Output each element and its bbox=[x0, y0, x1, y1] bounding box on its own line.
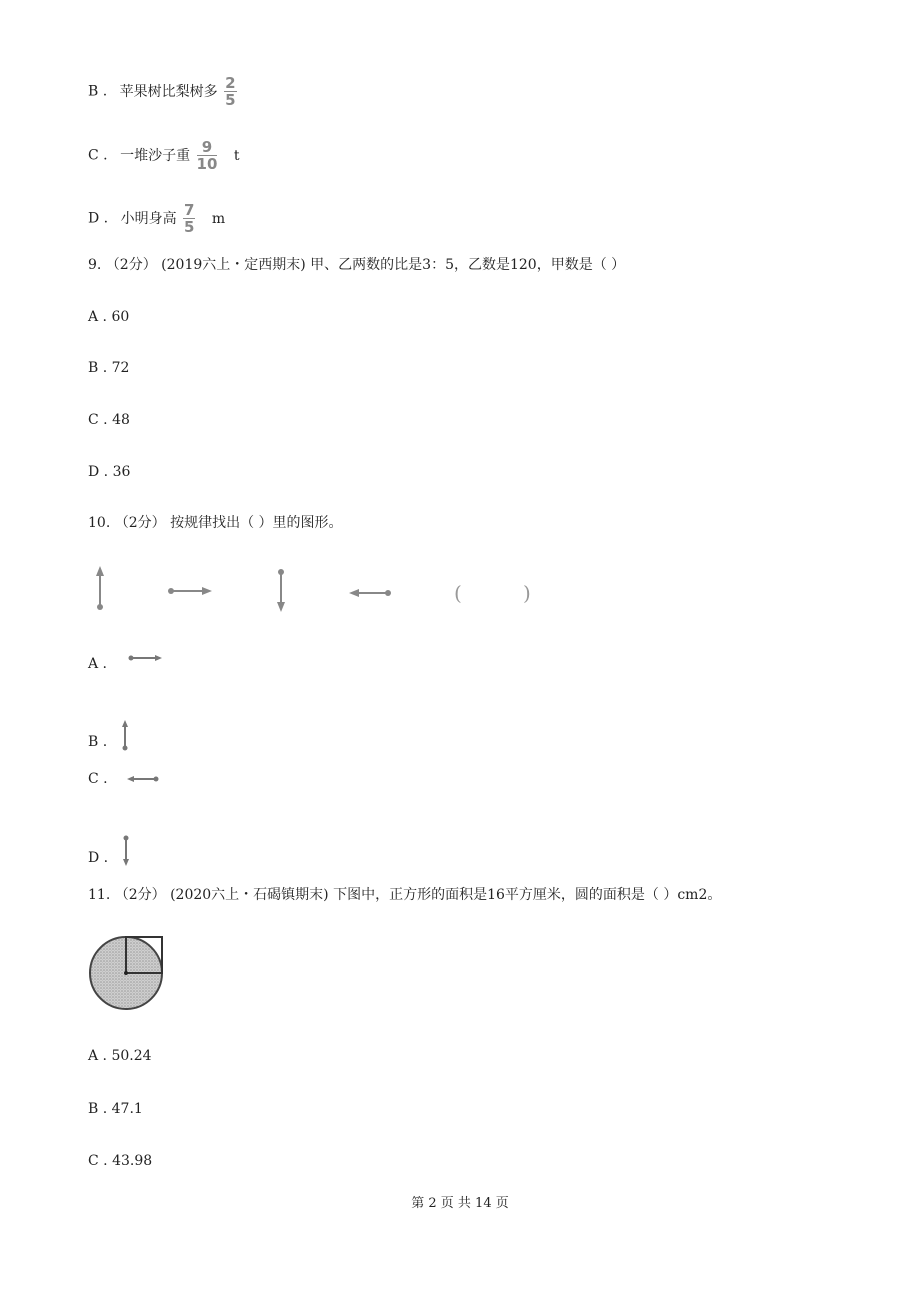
option-letter: C . bbox=[88, 147, 108, 164]
q11-stem: 11. （2分） (2020六上・石碣镇期末) 下图中，正方形的面积是16平方厘米，圆的面积是（ ）cm2。 bbox=[88, 887, 722, 903]
option-unit: m bbox=[211, 210, 226, 227]
arrow-down-icon bbox=[121, 834, 131, 868]
arrow-right-icon bbox=[127, 652, 167, 664]
q11-option-c[interactable]: C . 43.98 bbox=[88, 1153, 153, 1169]
q10-pattern-figure bbox=[88, 562, 548, 618]
fraction-denominator: 5 bbox=[184, 218, 195, 236]
q9-stem: 9. （2分） (2019六上・定西期末) 甲、乙两数的比是3：5，乙数是120，甲数是（ ） bbox=[88, 257, 626, 273]
blank-left-paren: ( bbox=[454, 581, 462, 605]
option-letter: C . bbox=[88, 771, 108, 787]
arrow-left-icon bbox=[126, 773, 162, 785]
circle-square-svg bbox=[88, 936, 168, 1012]
q9-option-c[interactable]: C . 48 bbox=[88, 412, 130, 428]
option-letter: B . bbox=[88, 83, 108, 100]
q9-option-b[interactable]: B . 72 bbox=[88, 360, 130, 376]
center-point bbox=[124, 971, 128, 975]
arrow-left-icon bbox=[349, 589, 391, 597]
option-text: 苹果树比梨树多 bbox=[119, 83, 218, 100]
fraction bbox=[224, 76, 236, 107]
pattern-svg bbox=[88, 562, 548, 618]
fraction-denominator: 5 bbox=[225, 91, 236, 109]
q10-option-b[interactable] bbox=[88, 718, 130, 752]
option-letter: B . bbox=[88, 734, 108, 750]
arrow-up-icon bbox=[96, 566, 104, 610]
q11-option-b[interactable]: B . 47.1 bbox=[88, 1101, 143, 1117]
option-letter: D . bbox=[88, 850, 109, 866]
q8-option-d[interactable] bbox=[88, 203, 225, 234]
q11-option-a[interactable]: A . 50.24 bbox=[88, 1048, 152, 1064]
q10-option-d[interactable] bbox=[88, 834, 131, 868]
fraction-numerator: 9 bbox=[197, 140, 218, 156]
fraction bbox=[183, 203, 195, 234]
arrow-up-icon bbox=[120, 718, 130, 752]
page-footer: 第 2 页 共 14 页 bbox=[411, 1196, 509, 1211]
arrow-down-icon bbox=[277, 569, 285, 612]
q11-circle-square-figure bbox=[88, 936, 168, 1012]
fraction-numerator: 7 bbox=[184, 201, 195, 219]
q9-option-d[interactable]: D . 36 bbox=[88, 464, 131, 480]
q8-option-b[interactable] bbox=[88, 76, 243, 107]
option-letter: A . bbox=[88, 656, 108, 672]
blank-right-paren: ) bbox=[523, 581, 531, 605]
fraction-numerator: 2 bbox=[225, 74, 236, 92]
option-text: 小明身高 bbox=[120, 210, 177, 227]
q10-stem: 10. （2分） 按规律找出（ ）里的图形。 bbox=[88, 515, 343, 531]
option-text: 一堆沙子重 bbox=[120, 147, 191, 164]
q8-option-c[interactable] bbox=[88, 140, 240, 171]
arrow-right-icon bbox=[168, 587, 212, 595]
option-letter: D . bbox=[88, 210, 109, 227]
q9-option-a[interactable]: A . 60 bbox=[88, 309, 130, 325]
q10-option-a[interactable] bbox=[88, 654, 167, 674]
q10-option-c[interactable] bbox=[88, 769, 162, 789]
fraction-denominator: 10 bbox=[196, 155, 218, 173]
option-unit: t bbox=[233, 147, 240, 164]
fraction bbox=[197, 140, 218, 171]
